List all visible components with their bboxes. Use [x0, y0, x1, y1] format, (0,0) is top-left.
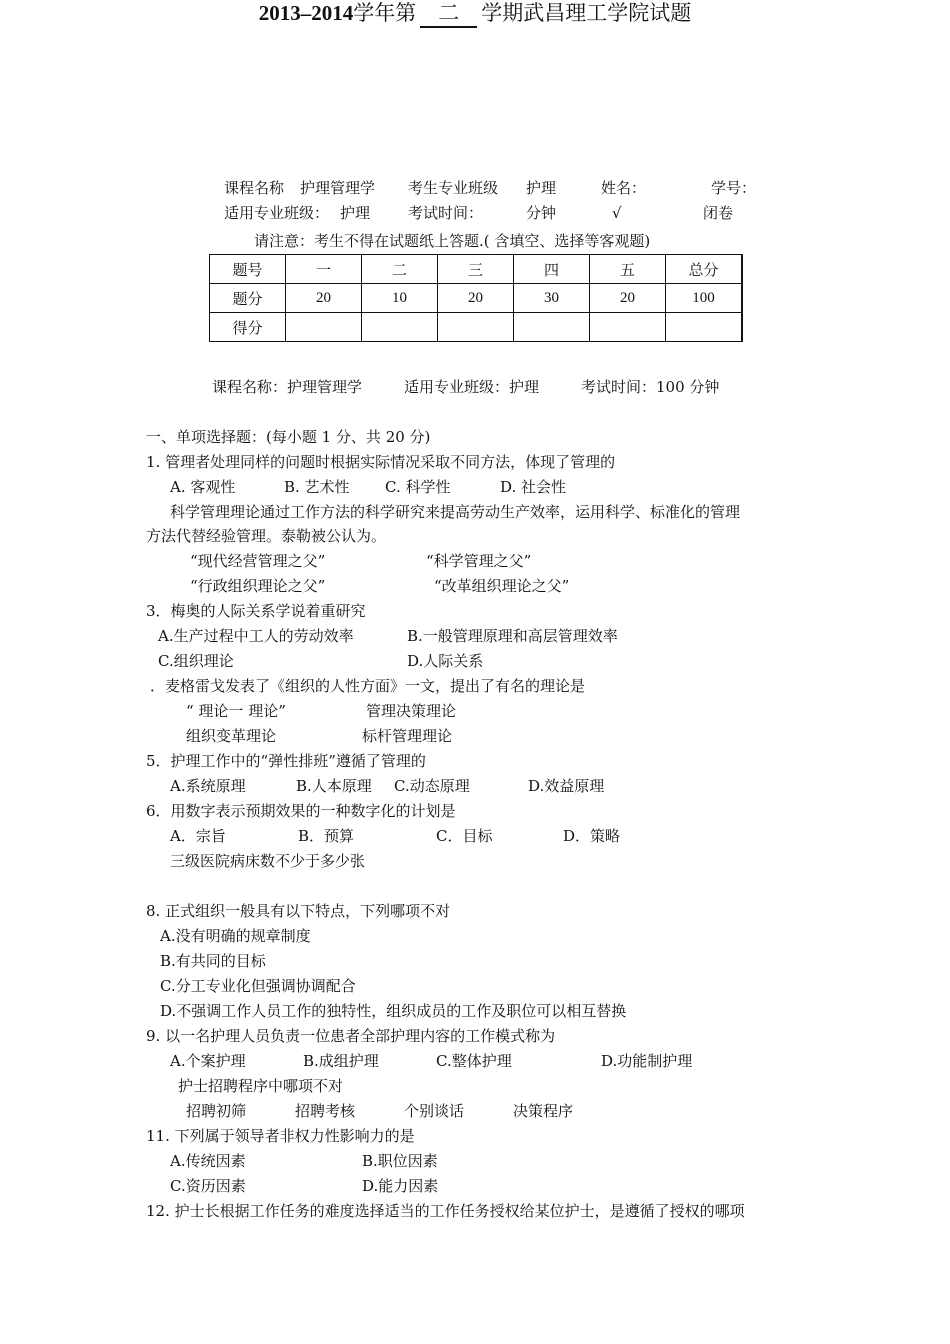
exam-time-label: 考试时间： — [408, 204, 484, 222]
question-stem: 12. 护士长根据工作任务的难度选择适当的工作任务授权给某位护士，是遵循了授权的哪项 — [146, 1202, 745, 1220]
table-cell: 三 — [438, 255, 514, 284]
question-stem-continued: 方法代替经验管理。泰勒被公认为。 — [146, 527, 387, 545]
option-c: “行政组织理论之父” — [190, 577, 326, 595]
question-stem: 1. 管理者处理同样的问题时根据实际情况采取不同方法，体现了管理的 — [146, 453, 616, 471]
option-a: “ 理论一 理论” — [186, 702, 286, 720]
table-cell: 20 — [438, 284, 514, 313]
closed-book: 闭卷 — [703, 204, 734, 222]
question-stem: 6．用数字表示预期效果的一种数字化的计划是 — [146, 802, 456, 820]
option-b: 招聘考核 — [295, 1102, 356, 1120]
option-d: D.不强调工作人员工作的独特性，组织成员的工作及职位可以相互替换 — [160, 1002, 627, 1020]
question-stem: 3．梅奥的人际关系学说着重研究 — [146, 602, 366, 620]
question-stem: 11. 下列属于领导者非权力性影响力的是 — [146, 1127, 415, 1145]
table-cell: 题号 — [210, 255, 286, 284]
option-a: A.传统因素 — [170, 1152, 246, 1170]
option-d: 决策程序 — [513, 1102, 574, 1120]
option-d: D.功能制护理 — [601, 1052, 693, 1070]
table-cell: 二 — [362, 255, 438, 284]
title-suffix: 学期武昌理工学院试题 — [481, 1, 692, 25]
minutes-unit: 分钟 — [526, 204, 557, 222]
option-a: A．宗旨 — [170, 827, 226, 845]
table-row — [210, 284, 743, 313]
table-cell: 10 — [362, 284, 438, 313]
course-name: 护理管理学 — [300, 179, 376, 197]
section-heading: 一、单项选择题：(每小题 1 分、共 20 分) — [146, 428, 431, 446]
applicable-label: 适用专业班级： — [224, 204, 330, 222]
major-name: 护理 — [526, 179, 557, 197]
option-b: B．预算 — [298, 827, 355, 845]
student-id-label: 学号： — [711, 179, 757, 197]
option-b: B. 艺术性 — [284, 478, 350, 496]
table-cell: 100 — [666, 284, 743, 313]
table-cell: 30 — [514, 284, 590, 313]
table-cell: 20 — [590, 284, 666, 313]
option-c: C.组织理论 — [158, 652, 234, 670]
option-c: 组织变革理论 — [186, 727, 277, 745]
table-cell — [666, 313, 743, 342]
question-stem: 5．护理工作中的“弹性排班”遵循了管理的 — [146, 752, 426, 770]
table-cell: 20 — [286, 284, 362, 313]
option-d: D.人际关系 — [407, 652, 484, 670]
name-label: 姓名： — [601, 179, 647, 197]
question-stem: ．麦格雷戈发表了《组织的人性方面》一文，提出了有名的理论是 — [150, 677, 586, 695]
option-b: B.一般管理原理和高层管理效率 — [407, 627, 618, 645]
table-cell: 题分 — [210, 284, 286, 313]
check-mark: √ — [612, 204, 622, 222]
option-d: D．策略 — [563, 827, 621, 845]
table-cell — [438, 313, 514, 342]
table-cell — [514, 313, 590, 342]
exam-title — [0, 0, 950, 28]
option-d: 标杆管理理论 — [362, 727, 453, 745]
option-a: “现代经营管理之父” — [190, 552, 326, 570]
question-stem: 9. 以一名护理人员负责一位患者全部护理内容的工作模式称为 — [146, 1027, 556, 1045]
question-stem: 8. 正式组织一般具有以下特点，下列哪项不对 — [146, 902, 451, 920]
question-stem: 护士招聘程序中哪项不对 — [178, 1077, 344, 1095]
table-cell: 一 — [286, 255, 362, 284]
option-b: B.成组护理 — [303, 1052, 379, 1070]
question-stem: 科学管理理论通过工作方法的科学研究来提高劳动生产效率，运用科学、标准化的管理 — [170, 503, 741, 521]
table-cell: 五 — [590, 255, 666, 284]
table-row — [210, 255, 743, 284]
table-cell — [286, 313, 362, 342]
term-blank: 二 — [420, 0, 477, 28]
year-range: 2013–2014 — [258, 1, 354, 25]
option-d: D. 社会性 — [500, 478, 567, 496]
summary-time: 考试时间：100 分钟 — [581, 378, 720, 396]
option-a: A.系统原理 — [170, 777, 246, 795]
course-label: 课程名称 — [224, 179, 285, 197]
title-prefix: 学年第 — [353, 1, 417, 25]
summary-course: 课程名称：护理管理学 — [212, 378, 363, 396]
option-c: C.动态原理 — [394, 777, 470, 795]
question-stem: 三级医院病床数不少于多少张 — [170, 852, 366, 870]
option-b: B.有共同的目标 — [160, 952, 266, 970]
option-d: “改革组织理论之父” — [434, 577, 570, 595]
option-b: B.职位因素 — [362, 1152, 438, 1170]
option-c: 个别谈话 — [404, 1102, 465, 1120]
table-cell — [362, 313, 438, 342]
table-row — [210, 313, 743, 342]
table-cell — [590, 313, 666, 342]
option-a: A. 客观性 — [170, 478, 236, 496]
score-table — [209, 254, 743, 342]
option-a: A.个案护理 — [170, 1052, 246, 1070]
option-b: “科学管理之父” — [426, 552, 532, 570]
option-b: 管理决策理论 — [366, 702, 457, 720]
option-c: C.资历因素 — [170, 1177, 246, 1195]
option-a: A.生产过程中工人的劳动效率 — [158, 627, 354, 645]
option-c: C．目标 — [436, 827, 493, 845]
exam-notice: 请注意：考生不得在试题纸上答题.( 含填空、选择等客观题) — [254, 232, 651, 250]
summary-applicable: 适用专业班级：护理 — [404, 378, 540, 396]
option-d: D.能力因素 — [362, 1177, 439, 1195]
major-label: 考生专业班级 — [408, 179, 499, 197]
option-c: C.整体护理 — [436, 1052, 512, 1070]
option-a: A.没有明确的规章制度 — [160, 927, 311, 945]
option-a: 招聘初筛 — [186, 1102, 247, 1120]
table-cell: 总分 — [666, 255, 743, 284]
option-d: D.效益原理 — [528, 777, 605, 795]
option-b: B.人本原理 — [296, 777, 372, 795]
applicable-major: 护理 — [340, 204, 371, 222]
option-c: C. 科学性 — [385, 478, 451, 496]
table-cell: 四 — [514, 255, 590, 284]
option-c: C.分工专业化但强调协调配合 — [160, 977, 356, 995]
table-cell: 得分 — [210, 313, 286, 342]
